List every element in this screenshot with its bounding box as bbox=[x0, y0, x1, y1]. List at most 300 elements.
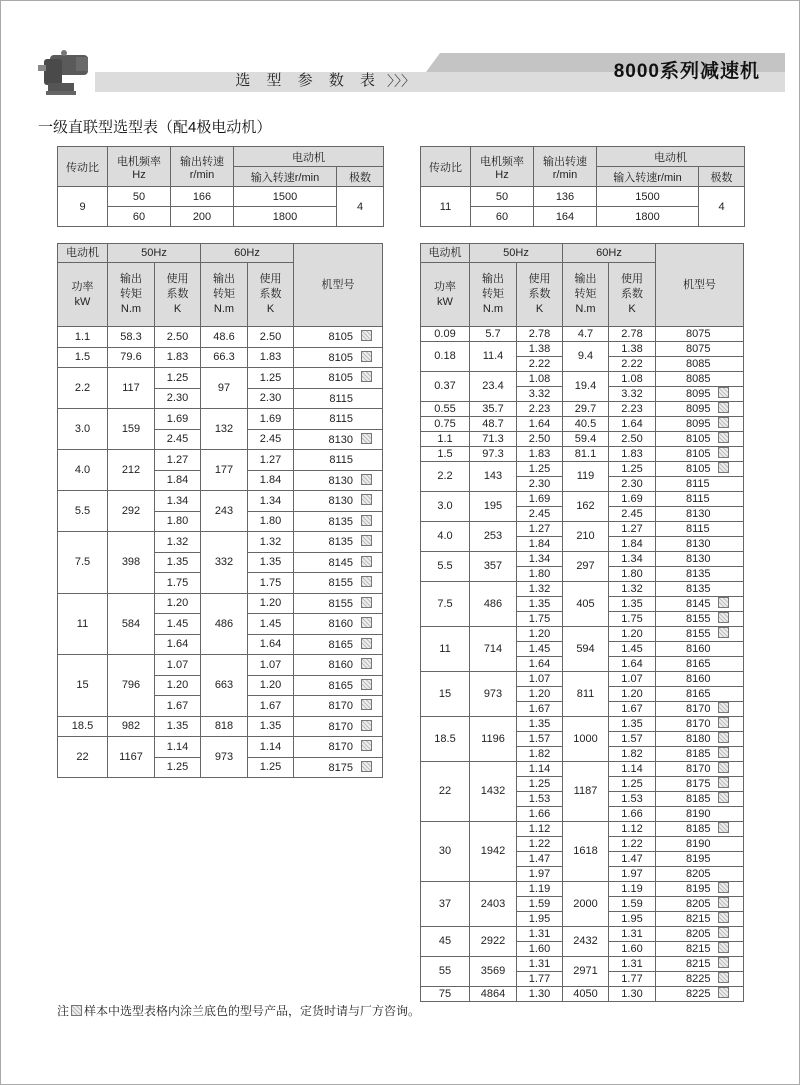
factor-60hz-cell: 1.69 bbox=[248, 409, 294, 430]
header-factor-60: 使用 系数 K bbox=[248, 263, 294, 327]
poles-value: 4 bbox=[699, 187, 745, 227]
factor-50hz-cell: 1.31 bbox=[517, 927, 563, 942]
model-cell bbox=[656, 522, 744, 537]
model-cell bbox=[294, 552, 383, 573]
factor-60hz-cell: 1.45 bbox=[248, 614, 294, 635]
torque-60hz-cell: 59.4 bbox=[563, 432, 609, 447]
model-cell bbox=[656, 852, 744, 867]
factor-60hz-cell: 1.82 bbox=[609, 747, 656, 762]
factor-50hz-cell: 1.45 bbox=[155, 614, 201, 635]
power-cell: 2.2 bbox=[421, 462, 470, 492]
hatch-marker-icon bbox=[718, 942, 729, 953]
factor-60hz-cell: 1.08 bbox=[609, 372, 656, 387]
model-cell bbox=[656, 987, 744, 1002]
power-cell: 55 bbox=[421, 957, 470, 987]
power-cell: 0.37 bbox=[421, 372, 470, 402]
factor-50hz-cell: 1.77 bbox=[517, 972, 563, 987]
factor-50hz-cell: 1.25 bbox=[517, 462, 563, 477]
table-row bbox=[421, 327, 744, 342]
torque-50hz-cell: 143 bbox=[470, 462, 517, 492]
factor-60hz-cell: 1.35 bbox=[609, 717, 656, 732]
header-torque-60: 输出 转矩 N.m bbox=[563, 263, 609, 327]
torque-60hz-cell: 2432 bbox=[563, 927, 609, 957]
factor-50hz-cell: 2.50 bbox=[155, 327, 201, 348]
hatch-marker-icon bbox=[718, 732, 729, 743]
torque-60hz-cell: 97 bbox=[201, 368, 248, 409]
model-cell bbox=[656, 822, 744, 837]
factor-60hz-cell: 1.77 bbox=[609, 972, 656, 987]
torque-50hz-cell: 357 bbox=[470, 552, 517, 582]
model-number: 8170 bbox=[686, 703, 711, 715]
model-number: 8105 bbox=[686, 433, 711, 445]
hatch-marker-icon bbox=[361, 597, 372, 608]
header-poles: 极数 bbox=[699, 167, 745, 187]
model-number: 8155 bbox=[328, 577, 353, 590]
model-number: 8155 bbox=[328, 597, 353, 610]
model-cell bbox=[294, 737, 383, 758]
model-number: 8135 bbox=[686, 568, 711, 580]
model-cell bbox=[656, 507, 744, 522]
factor-50hz-cell: 1.20 bbox=[517, 627, 563, 642]
header-freq: 电机频率 Hz bbox=[471, 147, 534, 187]
torque-60hz-cell: 486 bbox=[201, 593, 248, 655]
torque-60hz-cell: 811 bbox=[563, 672, 609, 717]
hatch-marker-icon bbox=[361, 740, 372, 751]
header-freq: 电机频率 Hz bbox=[108, 147, 171, 187]
factor-60hz-cell: 1.35 bbox=[248, 716, 294, 737]
power-cell: 1.5 bbox=[421, 447, 470, 462]
factor-50hz-cell: 1.45 bbox=[517, 642, 563, 657]
model-cell bbox=[656, 837, 744, 852]
factor-60hz-cell: 1.07 bbox=[609, 672, 656, 687]
factor-50hz-cell: 1.34 bbox=[155, 491, 201, 512]
model-number: 8205 bbox=[686, 868, 711, 880]
table-row bbox=[58, 491, 383, 512]
header-power: 功率 kW bbox=[58, 263, 108, 327]
table-row bbox=[421, 582, 744, 597]
model-number: 8130 bbox=[328, 495, 353, 508]
power-cell: 5.5 bbox=[58, 491, 108, 532]
model-cell bbox=[294, 573, 383, 594]
freq-value: 60 bbox=[471, 207, 534, 227]
model-cell bbox=[656, 702, 744, 717]
torque-50hz-cell: 159 bbox=[108, 409, 155, 450]
model-number: 8165 bbox=[686, 658, 711, 670]
power-cell: 3.0 bbox=[58, 409, 108, 450]
factor-60hz-cell: 1.35 bbox=[609, 597, 656, 612]
torque-50hz-cell: 48.7 bbox=[470, 417, 517, 432]
hatch-marker-icon bbox=[718, 912, 729, 923]
hatch-swatch-icon bbox=[71, 1005, 82, 1016]
factor-50hz-cell: 1.34 bbox=[517, 552, 563, 567]
factor-50hz-cell: 1.82 bbox=[517, 747, 563, 762]
torque-50hz-cell: 79.6 bbox=[108, 347, 155, 368]
model-number: 8205 bbox=[686, 928, 711, 940]
factor-60hz-cell: 1.84 bbox=[609, 537, 656, 552]
model-cell bbox=[656, 327, 744, 342]
model-number: 8170 bbox=[686, 763, 711, 775]
power-cell: 15 bbox=[58, 655, 108, 717]
model-number: 8165 bbox=[686, 688, 711, 700]
model-number: 8085 bbox=[686, 358, 711, 370]
torque-50hz-cell: 23.4 bbox=[470, 372, 517, 402]
torque-50hz-cell: 4864 bbox=[470, 987, 517, 1002]
header-factor-50: 使用 系数 K bbox=[517, 263, 563, 327]
table-row bbox=[421, 342, 744, 357]
factor-60hz-cell: 1.25 bbox=[248, 757, 294, 778]
table-row bbox=[421, 417, 744, 432]
factor-50hz-cell: 1.20 bbox=[517, 687, 563, 702]
model-number: 8175 bbox=[328, 761, 353, 774]
model-cell bbox=[294, 491, 383, 512]
torque-50hz-cell: 982 bbox=[108, 716, 155, 737]
torque-60hz-cell: 132 bbox=[201, 409, 248, 450]
power-cell: 5.5 bbox=[421, 552, 470, 582]
factor-50hz-cell: 1.19 bbox=[517, 882, 563, 897]
factor-60hz-cell: 1.34 bbox=[248, 491, 294, 512]
model-cell bbox=[294, 614, 383, 635]
factor-50hz-cell: 2.23 bbox=[517, 402, 563, 417]
factor-50hz-cell: 1.14 bbox=[517, 762, 563, 777]
model-number: 8160 bbox=[328, 618, 353, 631]
table-row bbox=[421, 402, 744, 417]
factor-50hz-cell: 1.80 bbox=[155, 511, 201, 532]
factor-60hz-cell: 1.64 bbox=[248, 634, 294, 655]
model-cell bbox=[656, 717, 744, 732]
torque-60hz-cell: 9.4 bbox=[563, 342, 609, 372]
power-cell: 0.75 bbox=[421, 417, 470, 432]
header-out-speed: 输出转速 r/min bbox=[171, 147, 234, 187]
factor-60hz-cell: 1.31 bbox=[609, 957, 656, 972]
factor-50hz-cell: 1.59 bbox=[517, 897, 563, 912]
torque-50hz-cell: 117 bbox=[108, 368, 155, 409]
model-cell bbox=[656, 972, 744, 987]
hatch-marker-icon bbox=[718, 627, 729, 638]
model-number: 8165 bbox=[328, 638, 353, 651]
torque-50hz-cell: 292 bbox=[108, 491, 155, 532]
torque-50hz-cell: 2403 bbox=[470, 882, 517, 927]
factor-60hz-cell: 1.57 bbox=[609, 732, 656, 747]
torque-50hz-cell: 3569 bbox=[470, 957, 517, 987]
header-motor: 电动机 bbox=[234, 147, 384, 167]
in-speed-value: 1500 bbox=[597, 187, 699, 207]
factor-50hz-cell: 1.75 bbox=[155, 573, 201, 594]
model-cell bbox=[656, 372, 744, 387]
torque-50hz-cell: 1196 bbox=[470, 717, 517, 762]
model-cell bbox=[656, 792, 744, 807]
factor-50hz-cell: 1.69 bbox=[155, 409, 201, 430]
factor-50hz-cell: 1.35 bbox=[517, 597, 563, 612]
torque-60hz-cell: 29.7 bbox=[563, 402, 609, 417]
chevrons-icon: 〉〉〉 bbox=[387, 73, 415, 89]
hatch-marker-icon bbox=[361, 617, 372, 628]
header-torque-50: 输出 转矩 N.m bbox=[108, 263, 155, 327]
out-speed-value: 200 bbox=[171, 207, 234, 227]
table-row bbox=[58, 347, 383, 368]
factor-60hz-cell: 1.83 bbox=[248, 347, 294, 368]
banner-heading bbox=[170, 70, 415, 92]
torque-60hz-cell: 1187 bbox=[563, 762, 609, 822]
factor-50hz-cell: 1.27 bbox=[155, 450, 201, 471]
factor-50hz-cell: 1.07 bbox=[155, 655, 201, 676]
model-number: 8095 bbox=[686, 418, 711, 430]
model-cell bbox=[294, 532, 383, 553]
factor-50hz-cell: 1.14 bbox=[155, 737, 201, 758]
hatch-marker-icon bbox=[718, 882, 729, 893]
factor-60hz-cell: 1.25 bbox=[248, 368, 294, 389]
model-number: 8105 bbox=[686, 448, 711, 460]
model-cell bbox=[294, 675, 383, 696]
model-number: 8170 bbox=[328, 700, 353, 713]
hatch-marker-icon bbox=[718, 717, 729, 728]
factor-50hz-cell: 2.50 bbox=[517, 432, 563, 447]
table-row bbox=[58, 327, 383, 348]
model-cell bbox=[656, 777, 744, 792]
footnote bbox=[57, 1002, 420, 1019]
factor-60hz-cell: 1.38 bbox=[609, 342, 656, 357]
factor-50hz-cell: 1.66 bbox=[517, 807, 563, 822]
torque-50hz-cell: 195 bbox=[470, 492, 517, 522]
model-cell bbox=[656, 342, 744, 357]
torque-50hz-cell: 714 bbox=[470, 627, 517, 672]
model-number: 8115 bbox=[329, 454, 353, 467]
model-cell bbox=[294, 327, 383, 348]
power-cell: 0.55 bbox=[421, 402, 470, 417]
factor-60hz-cell: 1.27 bbox=[248, 450, 294, 471]
selection-table-right bbox=[420, 243, 744, 1002]
header-motor: 电动机 bbox=[58, 244, 108, 263]
torque-60hz-cell: 40.5 bbox=[563, 417, 609, 432]
factor-60hz-cell: 2.45 bbox=[609, 507, 656, 522]
in-speed-value: 1500 bbox=[234, 187, 337, 207]
ratio-value: 11 bbox=[421, 187, 471, 227]
model-number: 8195 bbox=[686, 853, 711, 865]
power-cell: 45 bbox=[421, 927, 470, 957]
factor-50hz-cell: 2.22 bbox=[517, 357, 563, 372]
factor-50hz-cell: 1.80 bbox=[517, 567, 563, 582]
torque-50hz-cell: 973 bbox=[470, 672, 517, 717]
model-cell bbox=[294, 593, 383, 614]
model-cell bbox=[656, 492, 744, 507]
header-60hz: 60Hz bbox=[563, 244, 656, 263]
factor-60hz-cell: 1.66 bbox=[609, 807, 656, 822]
model-number: 8190 bbox=[686, 838, 711, 850]
model-cell bbox=[294, 450, 383, 471]
factor-60hz-cell: 1.60 bbox=[609, 942, 656, 957]
factor-50hz-cell: 1.25 bbox=[155, 368, 201, 389]
hatch-marker-icon bbox=[718, 972, 729, 983]
table-row bbox=[421, 627, 744, 642]
factor-50hz-cell: 1.38 bbox=[517, 342, 563, 357]
model-cell bbox=[656, 867, 744, 882]
freq-value: 60 bbox=[108, 207, 171, 227]
model-number: 8085 bbox=[686, 373, 711, 385]
out-speed-value: 166 bbox=[171, 187, 234, 207]
model-cell bbox=[656, 537, 744, 552]
torque-50hz-cell: 584 bbox=[108, 593, 155, 655]
factor-50hz-cell: 1.32 bbox=[517, 582, 563, 597]
torque-60hz-cell: 594 bbox=[563, 627, 609, 672]
model-number: 8170 bbox=[328, 741, 353, 754]
model-number: 8190 bbox=[686, 808, 711, 820]
header-motor: 电动机 bbox=[421, 244, 470, 263]
hatch-marker-icon bbox=[718, 597, 729, 608]
torque-60hz-cell: 210 bbox=[563, 522, 609, 552]
factor-50hz-cell: 1.64 bbox=[155, 634, 201, 655]
model-number: 8145 bbox=[686, 598, 711, 610]
header-in-speed: 输入转速r/min bbox=[234, 167, 337, 187]
torque-50hz-cell: 1167 bbox=[108, 737, 155, 778]
model-cell bbox=[656, 642, 744, 657]
factor-50hz-cell: 1.20 bbox=[155, 593, 201, 614]
poles-value: 4 bbox=[337, 187, 384, 227]
factor-60hz-cell: 1.27 bbox=[609, 522, 656, 537]
factor-50hz-cell: 1.32 bbox=[155, 532, 201, 553]
model-number: 8145 bbox=[328, 556, 353, 569]
factor-50hz-cell: 1.25 bbox=[517, 777, 563, 792]
model-cell bbox=[294, 511, 383, 532]
factor-60hz-cell: 1.75 bbox=[248, 573, 294, 594]
factor-60hz-cell: 1.64 bbox=[609, 657, 656, 672]
factor-60hz-cell: 1.80 bbox=[609, 567, 656, 582]
factor-50hz-cell: 1.25 bbox=[155, 757, 201, 778]
model-cell bbox=[656, 912, 744, 927]
table-row bbox=[58, 737, 383, 758]
model-number: 8075 bbox=[686, 328, 711, 340]
table-row bbox=[58, 409, 383, 430]
torque-50hz-cell: 486 bbox=[470, 582, 517, 627]
table-row bbox=[421, 447, 744, 462]
hatch-marker-icon bbox=[718, 387, 729, 398]
model-number: 8105 bbox=[686, 463, 711, 475]
model-number: 8115 bbox=[686, 523, 710, 535]
torque-50hz-cell: 5.7 bbox=[470, 327, 517, 342]
model-number: 8130 bbox=[328, 433, 353, 446]
hatch-marker-icon bbox=[718, 462, 729, 473]
hatch-marker-icon bbox=[361, 638, 372, 649]
model-cell bbox=[294, 347, 383, 368]
factor-60hz-cell: 1.32 bbox=[609, 582, 656, 597]
factor-50hz-cell: 1.67 bbox=[155, 696, 201, 717]
factor-60hz-cell: 1.14 bbox=[609, 762, 656, 777]
factor-60hz-cell: 1.30 bbox=[609, 987, 656, 1002]
torque-50hz-cell: 58.3 bbox=[108, 327, 155, 348]
hatch-marker-icon bbox=[361, 433, 372, 444]
factor-60hz-cell: 3.32 bbox=[609, 387, 656, 402]
model-number: 8155 bbox=[686, 613, 711, 625]
model-number: 8185 bbox=[686, 823, 711, 835]
model-number: 8225 bbox=[686, 988, 711, 1000]
in-speed-value: 1800 bbox=[597, 207, 699, 227]
table-row bbox=[421, 882, 744, 897]
model-number: 8115 bbox=[329, 392, 353, 405]
header-poles: 极数 bbox=[337, 167, 384, 187]
hatch-marker-icon bbox=[361, 351, 372, 362]
power-cell: 75 bbox=[421, 987, 470, 1002]
model-cell bbox=[656, 402, 744, 417]
model-cell bbox=[294, 409, 383, 430]
torque-50hz-cell: 11.4 bbox=[470, 342, 517, 372]
power-cell: 11 bbox=[58, 593, 108, 655]
model-cell bbox=[656, 582, 744, 597]
hatch-marker-icon bbox=[718, 447, 729, 458]
power-cell: 0.09 bbox=[421, 327, 470, 342]
factor-60hz-cell: 1.22 bbox=[609, 837, 656, 852]
power-cell: 4.0 bbox=[58, 450, 108, 491]
torque-50hz-cell: 71.3 bbox=[470, 432, 517, 447]
power-cell: 3.0 bbox=[421, 492, 470, 522]
hatch-marker-icon bbox=[718, 897, 729, 908]
factor-60hz-cell: 1.31 bbox=[609, 927, 656, 942]
model-cell bbox=[656, 387, 744, 402]
torque-60hz-cell: 66.3 bbox=[201, 347, 248, 368]
series-title: 8000系列减速机 bbox=[613, 61, 760, 82]
hatch-marker-icon bbox=[718, 822, 729, 833]
model-number: 8215 bbox=[686, 958, 711, 970]
factor-50hz-cell: 1.67 bbox=[517, 702, 563, 717]
torque-60hz-cell: 4050 bbox=[563, 987, 609, 1002]
factor-60hz-cell: 2.50 bbox=[609, 432, 656, 447]
factor-50hz-cell: 1.35 bbox=[517, 717, 563, 732]
table-row bbox=[58, 655, 383, 676]
hatch-marker-icon bbox=[361, 330, 372, 341]
hatch-marker-icon bbox=[718, 432, 729, 443]
factor-50hz-cell: 1.12 bbox=[517, 822, 563, 837]
factor-60hz-cell: 1.67 bbox=[609, 702, 656, 717]
factor-60hz-cell: 1.19 bbox=[609, 882, 656, 897]
torque-50hz-cell: 1432 bbox=[470, 762, 517, 822]
model-cell bbox=[656, 432, 744, 447]
factor-60hz-cell: 1.97 bbox=[609, 867, 656, 882]
factor-60hz-cell: 1.95 bbox=[609, 912, 656, 927]
header-50hz: 50Hz bbox=[470, 244, 563, 263]
factor-60hz-cell: 2.23 bbox=[609, 402, 656, 417]
power-cell: 18.5 bbox=[58, 716, 108, 737]
model-cell bbox=[656, 357, 744, 372]
model-cell bbox=[656, 657, 744, 672]
table-row bbox=[421, 552, 744, 567]
hatch-marker-icon bbox=[361, 761, 372, 772]
factor-50hz-cell: 1.35 bbox=[155, 552, 201, 573]
out-speed-value: 164 bbox=[534, 207, 597, 227]
model-cell bbox=[294, 368, 383, 389]
factor-60hz-cell: 1.14 bbox=[248, 737, 294, 758]
model-number: 8165 bbox=[328, 679, 353, 692]
torque-60hz-cell: 663 bbox=[201, 655, 248, 717]
torque-50hz-cell: 97.3 bbox=[470, 447, 517, 462]
torque-60hz-cell: 177 bbox=[201, 450, 248, 491]
ratio-value: 9 bbox=[58, 187, 108, 227]
torque-50hz-cell: 796 bbox=[108, 655, 155, 717]
model-number: 8115 bbox=[686, 493, 710, 505]
factor-50hz-cell: 2.45 bbox=[155, 429, 201, 450]
power-cell: 7.5 bbox=[58, 532, 108, 594]
factor-60hz-cell: 1.25 bbox=[609, 462, 656, 477]
factor-50hz-cell: 1.97 bbox=[517, 867, 563, 882]
power-cell: 7.5 bbox=[421, 582, 470, 627]
hatch-marker-icon bbox=[361, 515, 372, 526]
header-torque-60: 输出 转矩 N.m bbox=[201, 263, 248, 327]
hatch-marker-icon bbox=[361, 371, 372, 382]
model-cell bbox=[294, 716, 383, 737]
factor-60hz-cell: 1.12 bbox=[609, 822, 656, 837]
torque-60hz-cell: 2000 bbox=[563, 882, 609, 927]
model-number: 8225 bbox=[686, 973, 711, 985]
model-cell bbox=[656, 807, 744, 822]
model-number: 8170 bbox=[328, 720, 353, 733]
hatch-marker-icon bbox=[718, 987, 729, 998]
model-number: 8175 bbox=[686, 778, 711, 790]
